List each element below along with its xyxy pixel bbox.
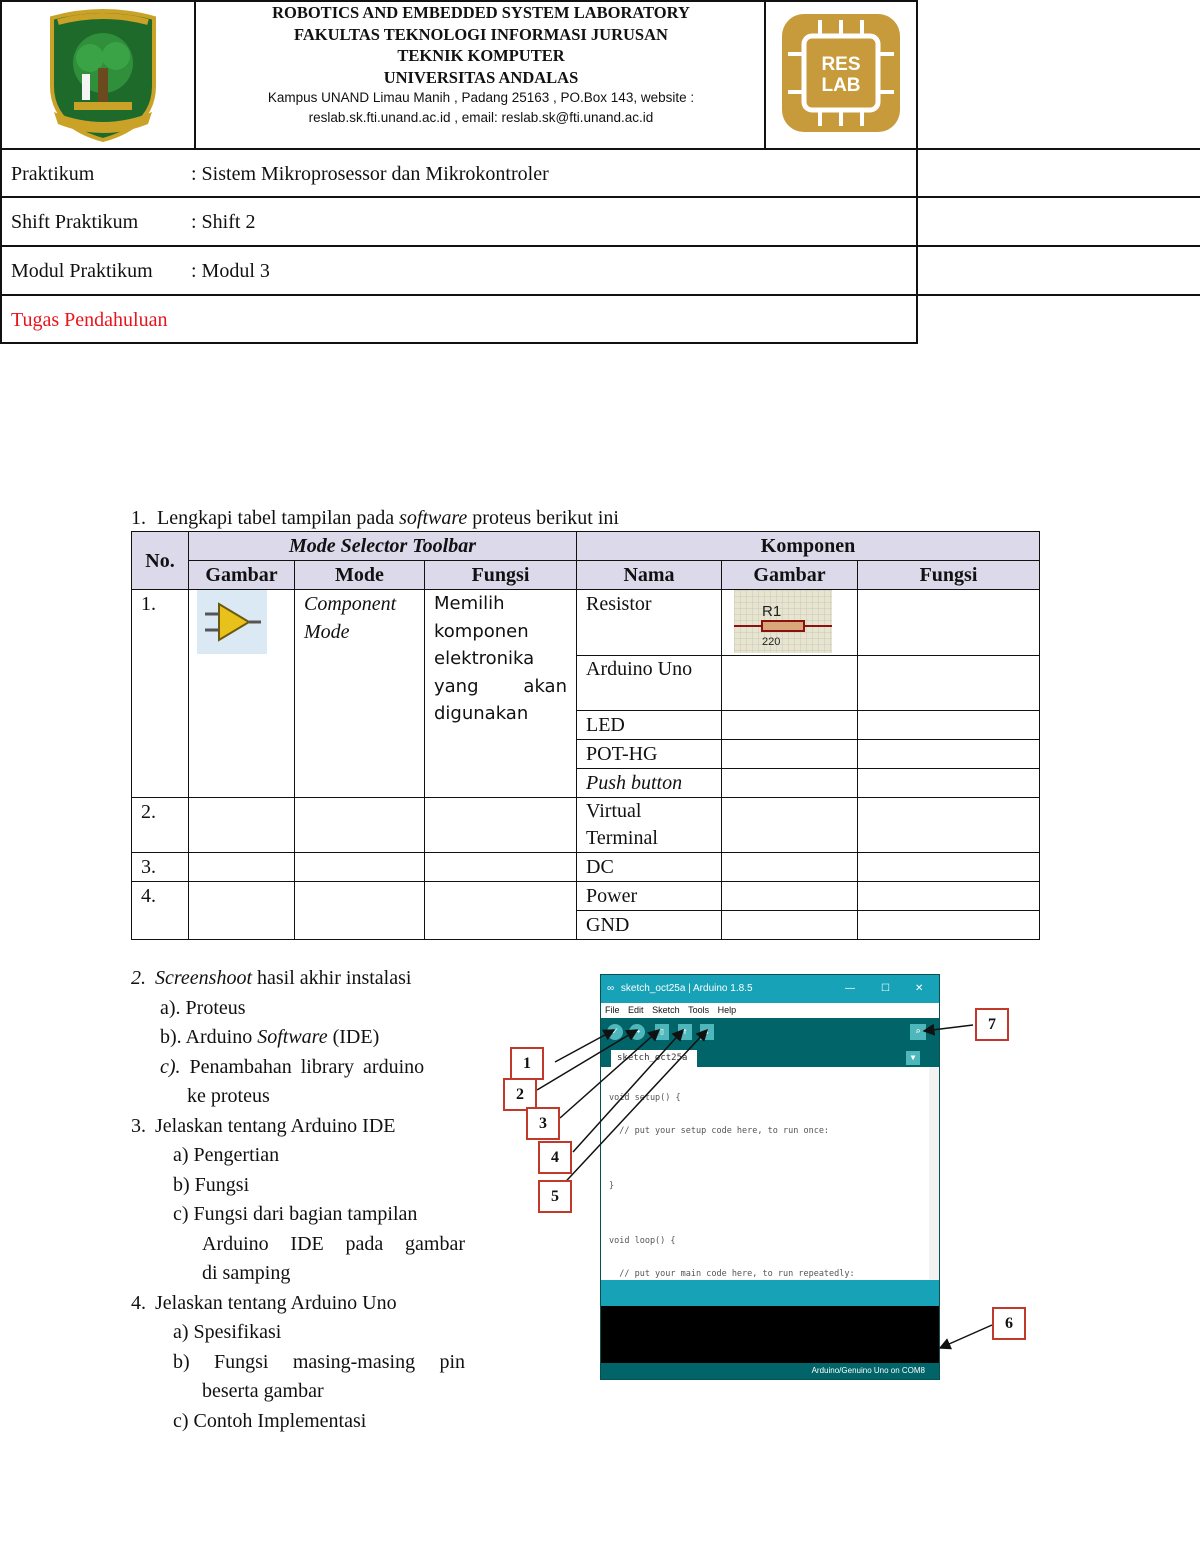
q3-c-line-3: di samping [202,1262,291,1284]
komponen-name-pot-hg: POT-HG [577,740,722,769]
res-lab-logo-text-2: LAB [821,75,861,96]
q4-number: 4. [131,1291,146,1314]
lab-address-line-1: Kampus UNAND Limau Manih , Padang 25163 , PO.Box 143, website : [267,90,695,105]
callout-3: 3 [526,1107,560,1140]
arrow-6 [940,1325,992,1348]
q3-a: a) Pengertian [173,1144,280,1166]
header-fungsi-mode: Fungsi [425,561,577,590]
q4-a: a) Spesifikasi [173,1321,282,1343]
new-button[interactable]: ▯ [655,1024,669,1040]
row1-fungsi-line: yang akan [434,675,567,697]
q3-c-line-1: c) Fungsi dari bagian tampilan [173,1203,418,1225]
callout-5: 5 [538,1180,572,1213]
q2-b-pre: b). Arduino [160,1026,258,1048]
arrow-7 [924,1025,973,1031]
q3-b: b) Fungsi [173,1173,250,1196]
q2-rest: hasil akhir instalasi [252,967,412,989]
resistor-value: 220 [762,636,781,648]
lab-title-line-3: TEKNIK KOMPUTER [397,46,565,65]
header-nama: Nama [577,561,722,590]
callout-6: 6 [992,1307,1026,1340]
code-line: // put your main code here, to run repeatedly: [609,1269,855,1279]
arrow-1 [555,1030,614,1062]
field-value: : Sistem Mikroprosessor dan Mikrokontroler [191,163,549,185]
q2-italic: Screenshoot [155,967,253,989]
header-mode: Mode [295,561,425,590]
menu-edit[interactable]: Edit [628,1005,644,1015]
komponen-name-virtual-terminal: Virtual Terminal [577,798,722,853]
tab-menu-icon[interactable]: ▼ [906,1051,920,1065]
serial-monitor-button[interactable]: ⌕ [910,1024,926,1040]
q2-a: a). Proteus [160,996,246,1019]
q2-c-cont: ke proteus [187,1085,270,1107]
row1-no: 1. [132,590,189,798]
lab-title-line-2: FAKULTAS TEKNOLOGI INFORMASI JURUSAN [294,24,668,44]
code-line: void setup() { [609,1093,681,1103]
q2-c-pre: c). [160,1055,181,1078]
save-button[interactable]: ↓ [700,1024,714,1040]
q2-b-post: (IDE) [327,1026,380,1048]
q2-c-post: Penambahan library arduino [180,1055,425,1078]
minimize-icon[interactable]: — [845,983,855,994]
q4-text: Jelaskan tentang Arduino Uno [155,1291,397,1314]
menu-file[interactable]: File [605,1005,620,1015]
komponen-name-power: Power [577,882,722,911]
komponen-name-led: LED [577,711,722,740]
code-line: // put your setup code here, to run once: [609,1126,830,1136]
maximize-icon[interactable]: ☐ [881,983,890,994]
row1-fungsi-line: digunakan [434,703,529,724]
verify-button[interactable]: ✓ [607,1024,623,1040]
komponen-name-gnd: GND [577,911,722,940]
q3-text: Jelaskan tentang Arduino IDE [155,1114,396,1137]
callout-1: 1 [510,1047,544,1080]
upload-button[interactable]: → [629,1024,645,1040]
row4-no: 4. [132,882,189,940]
row1-fungsi-line: komponen [434,620,529,642]
q3-number: 3. [131,1114,146,1137]
res-lab-logo-text-1: RES [821,54,861,75]
row2-no: 2. [132,798,189,853]
q1-text-italic: software [399,507,468,529]
arrow-2 [537,1030,637,1090]
board-status: Arduino/Genuino Uno on COM8 [811,1366,925,1375]
resistor-label: R1 [762,603,782,620]
q4-b-line-2: beserta gambar [202,1380,324,1402]
q4-c: c) Contoh Implementasi [173,1409,367,1432]
lab-title-line-1: ROBOTICS AND EMBEDDED SYSTEM LABORATORY [272,3,690,22]
header-gambar-mode: Gambar [189,561,295,590]
q1-text-after: proteus berikut ini [467,507,619,529]
komponen-name-dc: DC [577,853,722,882]
sketch-tab[interactable]: sketch_oct25a [611,1050,697,1067]
q3-c-line-2: Arduino IDE pada gambar [202,1232,465,1255]
ide-app-icon: ∞ [607,983,615,994]
row1-mode-line-2: Mode [304,621,350,643]
header-no: No. [132,532,189,590]
task-title: Tugas Pendahuluan [0,294,1200,342]
row3-no: 3. [132,853,189,882]
komponen-name-push-button: Push button [577,769,722,798]
header-gambar-komponen: Gambar [722,561,858,590]
field-value: : Shift 2 [191,211,256,233]
field-label: Modul Praktikum [11,260,153,282]
open-button[interactable]: ↑ [678,1024,692,1040]
komponen-name-resistor: Resistor [577,590,722,656]
menu-sketch[interactable]: Sketch [652,1005,680,1015]
q4-b-line-1: b) Fungsi masing-masing pin [173,1350,465,1373]
q1-text-before: Lengkapi tabel tampilan pada [157,507,400,529]
lab-title-line-4: UNIVERSITAS ANDALAS [383,67,579,87]
callout-7: 7 [975,1008,1009,1041]
komponen-name-arduino-uno: Arduino Uno [577,656,722,711]
row1-fungsi-line: elektronika [434,648,535,669]
q1-number: 1. [131,507,146,529]
field-label: Praktikum [11,163,95,185]
callout-4: 4 [538,1141,572,1174]
field-label: Shift Praktikum [11,211,139,233]
close-icon[interactable]: ✕ [915,983,924,994]
header-fungsi-komponen: Fungsi [858,561,1040,590]
field-value: : Modul 3 [191,260,270,282]
lab-address-line-2: reslab.sk.fti.unand.ac.id , email: reslab.sk@fti.unand.ac.id [308,110,654,125]
ide-window-title: sketch_oct25a | Arduino 1.8.5 [620,983,753,994]
menu-tools[interactable]: Tools [688,1005,710,1015]
q2-number: 2. [131,967,146,989]
callout-2: 2 [503,1078,537,1111]
q2-b-italic: Software [257,1026,328,1048]
row1-fungsi-line: Memilih [434,593,505,614]
code-line: } [609,1181,615,1191]
menu-help[interactable]: Help [717,1005,737,1015]
header-komponen: Komponen [577,532,1040,561]
code-line: void loop() { [609,1236,676,1246]
row1-mode-line-1: Component [304,593,397,615]
header-mode-selector-toolbar: Mode Selector Toolbar [189,532,577,561]
